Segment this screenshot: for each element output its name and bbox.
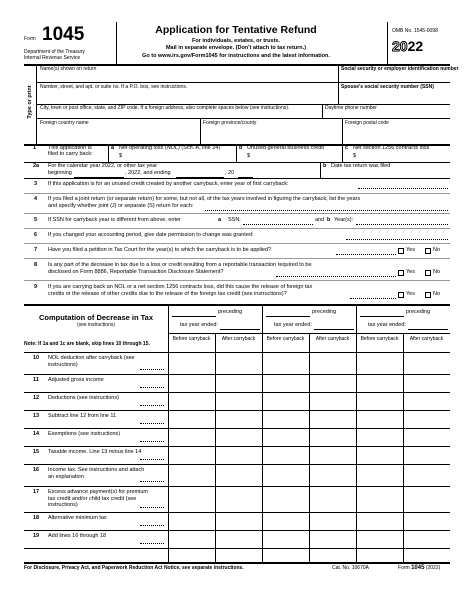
row-14-cell-4[interactable] xyxy=(310,429,355,445)
row-14-text1: Exemptions (see instructions) xyxy=(48,431,121,437)
line-4-input[interactable] xyxy=(205,210,448,211)
row-16-text2: an explanation xyxy=(48,473,84,480)
daytime-phone-field[interactable]: Daytime phone number xyxy=(325,105,377,111)
row-19-cell-6[interactable] xyxy=(404,531,450,547)
row-19-cell-3[interactable] xyxy=(263,531,308,547)
row-10-cell-3[interactable] xyxy=(263,353,308,373)
row-16-cell-4[interactable] xyxy=(310,465,355,485)
line-3-text: If this application is for an unused credit created by another carryback, enter year of first carryback: xyxy=(48,181,289,187)
row-10-text2: instructions) xyxy=(48,361,78,368)
type-or-print-label: Type or print xyxy=(27,85,33,119)
line-5b-input[interactable] xyxy=(356,224,448,225)
row-10-cell-1[interactable] xyxy=(169,353,214,373)
foreign-province-field[interactable]: Foreign province/county xyxy=(203,120,257,126)
row-16-cell-1[interactable] xyxy=(169,465,214,485)
line-7-no-checkbox[interactable] xyxy=(425,248,431,254)
row-11-cell-3[interactable] xyxy=(263,375,308,391)
row-11-cell-6[interactable] xyxy=(404,375,450,391)
address-field[interactable]: Number, street, and apt. or suite no. If a P.O. box, see instructions. xyxy=(40,84,188,90)
row-17-number: 17 xyxy=(33,489,40,495)
row-15-cell-3[interactable] xyxy=(263,447,308,463)
row-11-cell-4[interactable] xyxy=(310,375,355,391)
row-19-cell-2[interactable] xyxy=(216,531,261,547)
line-1a-text: Net operating loss (NOL) (Sch. A, line 24) xyxy=(119,145,221,151)
row-16-text1: Income tax. See instructions and attach xyxy=(48,467,145,473)
computation-see: (see instructions) xyxy=(76,322,116,328)
line-9-text1: If you are carrying back an NOL or a net section 1256 contracts loss, did this cause the release of foreign tax xyxy=(48,284,313,290)
line-8-yes-checkbox[interactable] xyxy=(398,270,404,276)
row-15-cell-4[interactable] xyxy=(310,447,355,463)
row-17-cell-4[interactable] xyxy=(310,487,355,511)
row-15-cell-6[interactable] xyxy=(404,447,450,463)
form-number: 1045 xyxy=(42,24,85,45)
line-8-text1: Is any part of the decrease in tax due to a loss or credit resulting from a reportable transaction required to be xyxy=(48,262,312,268)
subtitle-1: For individuals, estates, or trusts. xyxy=(191,38,281,44)
row-10-cell-4[interactable] xyxy=(310,353,355,373)
line-2a-text1: For the calendar year 2022, or other tax year xyxy=(48,163,158,169)
line-1c-text: Net section 1256 contracts loss xyxy=(353,145,430,151)
row-12-number: 12 xyxy=(33,395,40,401)
row-14-number: 14 xyxy=(33,431,40,437)
row-15-cell-2[interactable] xyxy=(216,447,261,463)
line-3-input[interactable] xyxy=(358,188,448,189)
row-13-cell-2[interactable] xyxy=(216,411,261,427)
line-7-text: Have you filed a petition in Tax Court for the year(s) to which the carryback is to be applied? xyxy=(48,247,272,253)
row-12-cell-4[interactable] xyxy=(310,393,355,409)
col-before-carryback-2: Before carryback xyxy=(266,336,305,342)
row-15-text1: Taxable income. Line 13 minus line 14 xyxy=(48,449,142,455)
row-16-cell-2[interactable] xyxy=(216,465,261,485)
row-10-cell-2[interactable] xyxy=(216,353,261,373)
name-field[interactable]: Name(s) shown on return xyxy=(40,66,97,72)
foreign-postal-field[interactable]: Foreign postal code xyxy=(345,120,389,126)
spouse-ssn-field[interactable]: Spouse's social security number (SSN) xyxy=(341,84,434,90)
footer-notice: For Disclosure, Privacy Act, and Paperwork Reduction Act Notice, see separate instructions. xyxy=(24,565,244,571)
line-2a-number: 2a xyxy=(33,163,40,169)
row-12-cell-6[interactable] xyxy=(404,393,450,409)
computation-note: Note: If 1a and 1c are blank, skip lines 10 through 15. xyxy=(24,341,150,347)
row-18-cell-6[interactable] xyxy=(404,513,450,529)
row-13-text1: Subtract line 12 from line 11 xyxy=(48,413,117,419)
row-19-cell-1[interactable] xyxy=(169,531,214,547)
row-10-cell-6[interactable] xyxy=(404,353,450,373)
row-19-number: 19 xyxy=(33,533,40,539)
row-17-text2: tax credit and/or child tax credit (see xyxy=(48,495,137,502)
row-14-cell-3[interactable] xyxy=(263,429,308,445)
row-11-number: 11 xyxy=(33,377,39,383)
form-label: Form xyxy=(24,36,36,42)
line-5a-input[interactable] xyxy=(243,224,313,225)
footer-form: Form 1045 (2022) xyxy=(398,565,441,571)
row-18-cell-2[interactable] xyxy=(216,513,261,529)
row-14-cell-5[interactable] xyxy=(357,429,402,445)
line-2b-text: Date tax return was filed xyxy=(331,163,391,169)
line-8-text2: disclosed on Form 8886, Reportable Transaction Disclosure Statement? xyxy=(48,269,224,275)
row-12-cell-3[interactable] xyxy=(263,393,308,409)
row-13-cell-6[interactable] xyxy=(404,411,450,427)
row-15-cell-5[interactable] xyxy=(357,447,402,463)
line-9-yes-checkbox[interactable] xyxy=(398,292,404,298)
row-17-cell-6[interactable] xyxy=(404,487,450,511)
row-12-cell-2[interactable] xyxy=(216,393,261,409)
line-4-text1: If you filed a joint return (or separate return) for some, but not all, of the tax years involved in figuring the carryback, list the years xyxy=(48,196,361,202)
row-12-cell-1[interactable] xyxy=(169,393,214,409)
row-11-cell-2[interactable] xyxy=(216,375,261,391)
col-before-carryback-3: Before carryback xyxy=(360,336,399,342)
row-16-number: 16 xyxy=(33,467,40,473)
row-14-cell-6[interactable] xyxy=(404,429,450,445)
ssn-field[interactable]: Social security or employer identification number xyxy=(341,66,459,72)
line-1-text2: filed to carry back: xyxy=(48,151,93,157)
col-after-carryback-1: After carryback xyxy=(221,336,256,342)
row-11-cell-1[interactable] xyxy=(169,375,214,391)
line-6-input[interactable] xyxy=(346,239,448,240)
row-16-cell-3[interactable] xyxy=(263,465,308,485)
line-8-no-checkbox[interactable] xyxy=(425,270,431,276)
row-17-text3: instructions) xyxy=(48,502,78,508)
row-19-cell-4[interactable] xyxy=(310,531,355,547)
row-13-cell-1[interactable] xyxy=(169,411,214,427)
row-13-number: 13 xyxy=(33,413,40,419)
row-16-cell-5[interactable] xyxy=(357,465,402,485)
row-19-cell-5[interactable] xyxy=(357,531,402,547)
row-17-cell-2[interactable] xyxy=(216,487,261,511)
line-4-text2: and specify whether joint (J) or separate (S) return for each: xyxy=(48,203,194,209)
row-10-cell-5[interactable] xyxy=(357,353,402,373)
row-14-cell-1[interactable] xyxy=(169,429,214,445)
row-11-cell-5[interactable] xyxy=(357,375,402,391)
row-15-number: 15 xyxy=(33,449,40,455)
row-18-cell-5[interactable] xyxy=(357,513,402,529)
row-10-number: 10 xyxy=(33,355,40,361)
col-after-carryback-2: After carryback xyxy=(315,336,350,342)
col-after-carryback-3: After carryback xyxy=(409,336,444,342)
row-14-cell-2[interactable] xyxy=(216,429,261,445)
form-title: Application for Tentative Refund xyxy=(155,24,317,36)
row-19-text1: Add lines 16 through 18 xyxy=(48,533,107,539)
row-17-cell-5[interactable] xyxy=(357,487,402,511)
line-5-text: If SSN for carryback year is different from above, enter xyxy=(48,217,181,223)
line-1b-text: Unused general business credit xyxy=(247,145,325,151)
row-13-cell-4[interactable] xyxy=(310,411,355,427)
city-field[interactable]: City, town or post office, state, and ZIP code. If a foreign address, also complete spaces below (see instructions). xyxy=(40,105,290,111)
line-1-text1: This application is xyxy=(48,145,92,151)
dept-line2: Internal Revenue Service xyxy=(24,55,81,61)
col-before-carryback-1: Before carryback xyxy=(172,336,211,342)
row-18-cell-1[interactable] xyxy=(169,513,214,529)
line-7-yes-checkbox[interactable] xyxy=(398,248,404,254)
row-10-text1: NOL deduction after carryback (see xyxy=(48,355,135,361)
row-17-cell-1[interactable] xyxy=(169,487,214,511)
line-9-text2: credits or the release of other credits due to the release of the foreign tax credit (see instructions)? xyxy=(48,291,287,297)
computation-title: Computation of Decrease in Tax xyxy=(38,313,154,322)
row-17-text1: Excess advance payment(s) for premium xyxy=(48,489,148,495)
foreign-country-field[interactable]: Foreign country name xyxy=(40,120,89,126)
tax-year: 2022 xyxy=(392,38,424,54)
row-12-text1: Deductions (see instructions) xyxy=(48,395,119,401)
row-18-number: 18 xyxy=(33,515,40,521)
row-15-cell-1[interactable] xyxy=(169,447,214,463)
line-9-no-checkbox[interactable] xyxy=(425,292,431,298)
row-17-cell-3[interactable] xyxy=(263,487,308,511)
row-18-text1: Alternative minimum tax xyxy=(48,515,107,521)
footer-cat: Cat. No. 10670A xyxy=(332,565,369,571)
row-11-text1: Adjusted gross income xyxy=(48,377,104,383)
dept-line1: Department of the Treasury xyxy=(24,49,85,55)
row-13-cell-5[interactable] xyxy=(357,411,402,427)
row-18-cell-4[interactable] xyxy=(310,513,355,529)
row-12-cell-5[interactable] xyxy=(357,393,402,409)
row-18-cell-3[interactable] xyxy=(263,513,308,529)
subtitle-3: Go to www.irs.gov/Form1045 for instructions and the latest information. xyxy=(142,53,330,59)
line-6-text: If you changed your accounting period, give date permission to change was granted: xyxy=(48,232,254,238)
line-1-number: 1 xyxy=(33,145,37,151)
subtitle-2: Mail in separate envelope. (Don't attach to tax return.) xyxy=(165,45,307,51)
line-2a-beginning: beginning xyxy=(48,170,72,176)
omb-number: OMB No. 1545-0098 xyxy=(392,28,438,34)
row-16-cell-6[interactable] xyxy=(404,465,450,485)
row-13-cell-3[interactable] xyxy=(263,411,308,427)
